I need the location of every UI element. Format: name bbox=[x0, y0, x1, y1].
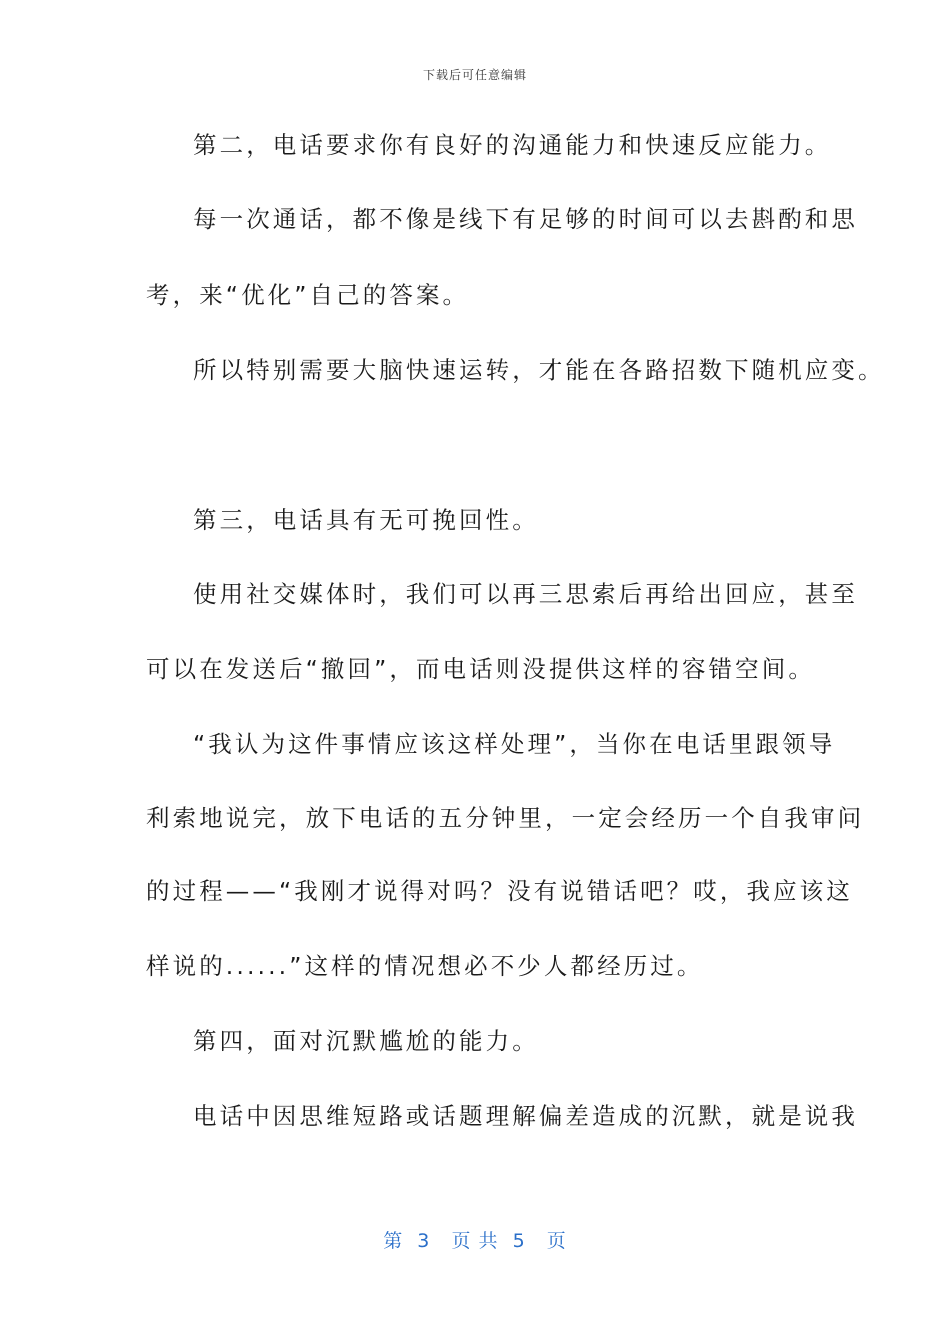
paragraph-line: 第四，面对沉默尴尬的能力。 bbox=[193, 1027, 539, 1055]
paragraph-line: 电话中因思维短路或话题理解偏差造成的沉默，就是说我 bbox=[193, 1102, 858, 1130]
paragraph-line: 所以特别需要大脑快速运转，才能在各路招数下随机应变。 bbox=[193, 356, 885, 384]
paragraph-line: 第三，电话具有无可挽回性。 bbox=[193, 506, 539, 534]
paragraph-line: 使用社交媒体时，我们可以再三思索后再给出回应，甚至 bbox=[193, 580, 858, 608]
paragraph-line: 的过程——“我刚才说得对吗？没有说错话吧？哎，我应该这 bbox=[146, 877, 853, 905]
paragraph-line: 利索地说完，放下电话的五分钟里，一定会经历一个自我审问 bbox=[146, 804, 865, 832]
paragraph-line: 第二，电话要求你有良好的沟通能力和快速反应能力。 bbox=[193, 131, 832, 159]
download-note: 下载后可任意编辑 bbox=[422, 68, 527, 82]
paragraph-line: 考，来“优化”自己的答案。 bbox=[146, 281, 470, 309]
paragraph-line: 样说的......”这样的情况想必不少人都经历过。 bbox=[146, 952, 704, 980]
paragraph-line: 可以在发送后“撤回”，而电话则没提供这样的容错空间。 bbox=[146, 655, 815, 683]
page-number: 第 3 页 共 5 页 bbox=[383, 1230, 567, 1252]
paragraph-line: 每一次通话，都不像是线下有足够的时间可以去斟酌和思 bbox=[193, 205, 858, 233]
paragraph-line: “我认为这件事情应该这样处理”，当你在电话里跟领导 bbox=[193, 730, 836, 758]
